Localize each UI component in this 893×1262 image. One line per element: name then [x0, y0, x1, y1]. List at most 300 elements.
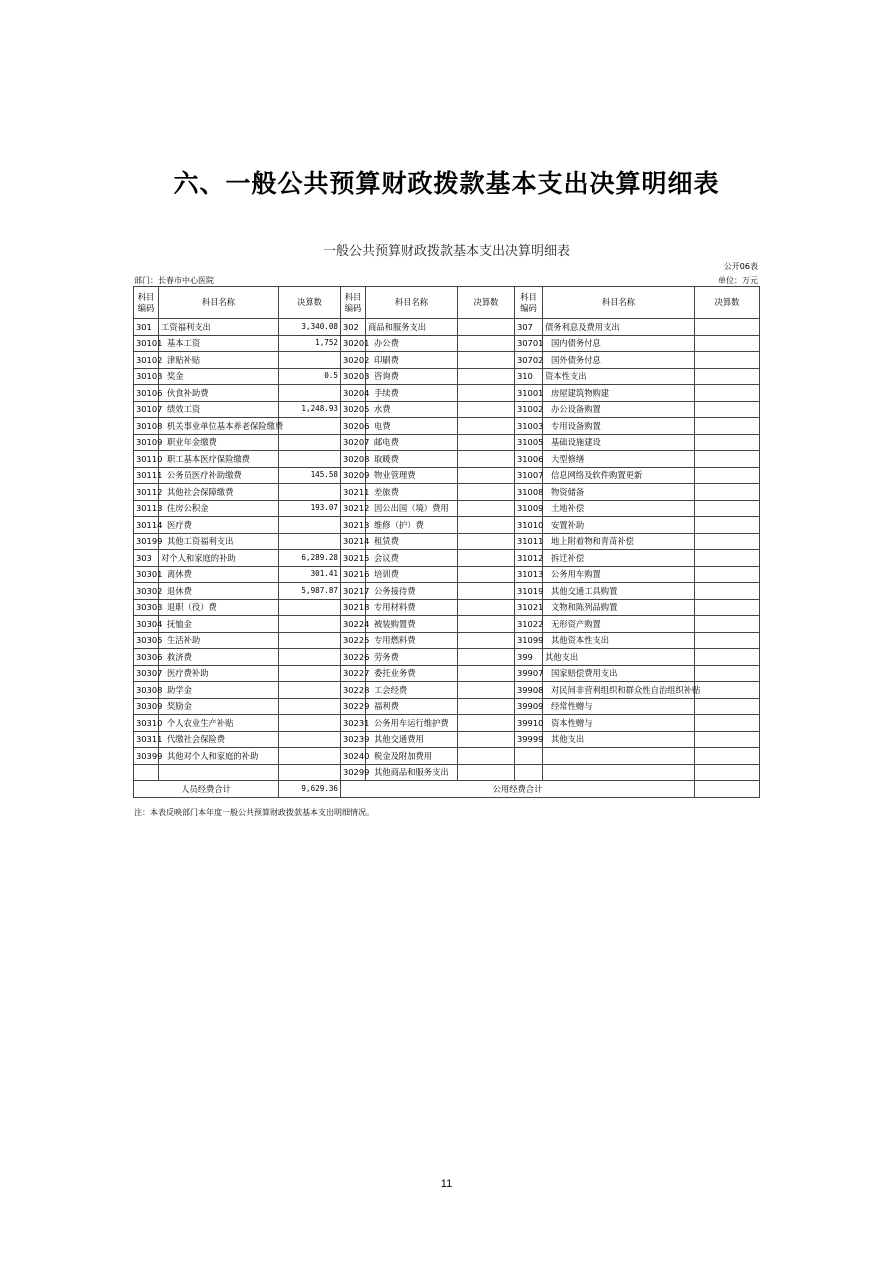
- subject-name-cell: 奖金: [159, 368, 279, 385]
- amount-cell: [695, 649, 760, 666]
- amount-cell: [695, 368, 760, 385]
- subject-code-cell: 30306: [134, 649, 159, 666]
- amount-cell: [279, 533, 341, 550]
- amount-cell: [279, 434, 341, 451]
- subject-name-cell: 拆迁补偿: [543, 550, 695, 567]
- amount-cell: [458, 616, 515, 633]
- table-row: [134, 682, 760, 699]
- subject-name-cell: 劳务费: [366, 649, 458, 666]
- amount-cell: 3,340.08: [279, 319, 341, 336]
- unit-label: 单位：万元: [718, 276, 758, 285]
- subject-name-cell: 救济费: [159, 649, 279, 666]
- department-label: 部门：长春市中心医院: [134, 276, 214, 285]
- table-row: [134, 401, 760, 418]
- subject-name-cell: 福利费: [366, 698, 458, 715]
- subject-code-cell: 399: [515, 649, 543, 666]
- subject-code-cell: 30106: [134, 385, 159, 402]
- subject-name-cell: 土地补偿: [543, 500, 695, 517]
- subject-code-cell: 30203: [341, 368, 366, 385]
- table-title: 一般公共预算财政拨款基本支出决算明细表: [322, 244, 570, 259]
- amount-cell: [695, 731, 760, 748]
- amount-cell: [695, 335, 760, 352]
- subject-code-cell: 30299: [341, 764, 366, 781]
- subject-code-cell: 31007: [515, 467, 543, 484]
- subject-name-cell: 职业年金缴费: [159, 434, 279, 451]
- subject-name-cell: 地上附着物和青苗补偿: [543, 533, 695, 550]
- subject-code-cell: 31006: [515, 451, 543, 468]
- amount-cell: [695, 352, 760, 369]
- amount-cell: [458, 451, 515, 468]
- subject-name-cell: 租赁费: [366, 533, 458, 550]
- subject-name-cell: 安置补助: [543, 517, 695, 534]
- amount-cell: [458, 550, 515, 567]
- amount-cell: [458, 467, 515, 484]
- page-number: 11: [440, 1178, 453, 1190]
- header-name: 科目名称: [366, 287, 458, 319]
- table-row: [134, 533, 760, 550]
- subject-name-cell: 办公费: [366, 335, 458, 352]
- table-row: [134, 764, 760, 781]
- subject-name-cell: 职工基本医疗保险缴费: [159, 451, 279, 468]
- subject-code-cell: 303: [134, 550, 159, 567]
- table-row: [134, 467, 760, 484]
- amount-cell: [279, 748, 341, 765]
- table-row: [134, 451, 760, 468]
- subject-code-cell: 31013: [515, 566, 543, 583]
- subject-name-cell: 其他交通工具购置: [543, 583, 695, 600]
- amount-cell: [695, 715, 760, 732]
- amount-cell: [458, 385, 515, 402]
- subject-name-cell: 委托业务费: [366, 665, 458, 682]
- subject-name-cell: 助学金: [159, 682, 279, 699]
- subject-code-cell: 30213: [341, 517, 366, 534]
- subject-code-cell: 31001: [515, 385, 543, 402]
- subject-code-cell: 30204: [341, 385, 366, 402]
- table-row: [134, 731, 760, 748]
- subject-name-cell: 大型修缮: [543, 451, 695, 468]
- amount-cell: 145.58: [279, 467, 341, 484]
- subject-name-cell: 其他交通费用: [366, 731, 458, 748]
- subject-code-cell: 39907: [515, 665, 543, 682]
- subject-code-cell: 30217: [341, 583, 366, 600]
- subject-name-cell: 其他支出: [543, 649, 695, 666]
- subject-code-cell: [515, 764, 543, 781]
- amount-cell: [279, 352, 341, 369]
- subject-name-cell: 经常性赠与: [543, 698, 695, 715]
- subject-name-cell: 国内债务付息: [543, 335, 695, 352]
- subject-code-cell: 307: [515, 319, 543, 336]
- subject-code-cell: 30399: [134, 748, 159, 765]
- subject-code-cell: 30199: [134, 533, 159, 550]
- amount-cell: [458, 418, 515, 435]
- subject-name-cell: 资本性支出: [543, 368, 695, 385]
- header-name: 科目名称: [159, 287, 279, 319]
- amount-cell: [458, 632, 515, 649]
- amount-cell: [695, 748, 760, 765]
- subject-name-cell: 专用材料费: [366, 599, 458, 616]
- subject-name-cell: 公务员医疗补助缴费: [159, 467, 279, 484]
- subject-name-cell: 物业管理费: [366, 467, 458, 484]
- subject-code-cell: 31021: [515, 599, 543, 616]
- amount-cell: [695, 484, 760, 501]
- amount-cell: [458, 583, 515, 600]
- subject-code-cell: 30205: [341, 401, 366, 418]
- amount-cell: 193.07: [279, 500, 341, 517]
- subject-code-cell: 30209: [341, 467, 366, 484]
- subject-name-cell: 津贴补贴: [159, 352, 279, 369]
- amount-cell: [279, 682, 341, 699]
- subject-code-cell: 30309: [134, 698, 159, 715]
- amount-cell: [458, 764, 515, 781]
- subject-name-cell: 国家赔偿费用支出: [543, 665, 695, 682]
- subject-name-cell: 工会经费: [366, 682, 458, 699]
- table-row: [134, 748, 760, 765]
- header-amount: 决算数: [695, 287, 760, 319]
- subject-code-cell: 30302: [134, 583, 159, 600]
- subject-code-cell: 30305: [134, 632, 159, 649]
- subject-name-cell: 对个人和家庭的补助: [159, 550, 279, 567]
- subject-name-cell: 伙食补助费: [159, 385, 279, 402]
- subject-code-cell: 30239: [341, 731, 366, 748]
- amount-cell: [695, 632, 760, 649]
- subject-name-cell: 公务接待费: [366, 583, 458, 600]
- subject-name-cell: 其他工资福利支出: [159, 533, 279, 550]
- page-title: 六、一般公共预算财政拨款基本支出决算明细表: [173, 169, 720, 198]
- amount-cell: [458, 698, 515, 715]
- subject-code-cell: 30225: [341, 632, 366, 649]
- subject-code-cell: 30702: [515, 352, 543, 369]
- subject-code-cell: 30310: [134, 715, 159, 732]
- subject-code-cell: 30308: [134, 682, 159, 699]
- subject-name-cell: 其他对个人和家庭的补助: [159, 748, 279, 765]
- subject-code-cell: 30211: [341, 484, 366, 501]
- subject-name-cell: 无形资产购置: [543, 616, 695, 633]
- totals-row: [134, 781, 760, 798]
- amount-cell: [458, 401, 515, 418]
- subject-code-cell: 39999: [515, 731, 543, 748]
- table-row: [134, 715, 760, 732]
- subject-code-cell: 310: [515, 368, 543, 385]
- amount-cell: [458, 352, 515, 369]
- amount-cell: 1,752: [279, 335, 341, 352]
- subject-name-cell: 抚恤金: [159, 616, 279, 633]
- amount-cell: [279, 616, 341, 633]
- subject-code-cell: 31019: [515, 583, 543, 600]
- subject-code-cell: 30301: [134, 566, 159, 583]
- amount-cell: [695, 385, 760, 402]
- amount-cell: [279, 649, 341, 666]
- subject-name-cell: 手续费: [366, 385, 458, 402]
- subject-name-cell: 商品和服务支出: [366, 319, 458, 336]
- subject-code-cell: 30226: [341, 649, 366, 666]
- subject-name-cell: 专用设备购置: [543, 418, 695, 435]
- subject-name-cell: 会议费: [366, 550, 458, 567]
- amount-cell: [458, 319, 515, 336]
- amount-cell: [695, 698, 760, 715]
- amount-cell: [279, 698, 341, 715]
- subject-code-cell: 30107: [134, 401, 159, 418]
- subject-code-cell: 30228: [341, 682, 366, 699]
- subject-code-cell: 31012: [515, 550, 543, 567]
- amount-cell: [695, 418, 760, 435]
- table-row: [134, 385, 760, 402]
- subject-name-cell: 代缴社会保险费: [159, 731, 279, 748]
- subject-name-cell: 其他支出: [543, 731, 695, 748]
- subject-name-cell: 其他社会保障缴费: [159, 484, 279, 501]
- form-code: 公开06表: [723, 262, 758, 271]
- subject-name-cell: 医疗费: [159, 517, 279, 534]
- subject-name-cell: 基础设施建设: [543, 434, 695, 451]
- amount-cell: [458, 715, 515, 732]
- personnel-total-label: 人员经费合计: [134, 781, 279, 798]
- header-amount: 决算数: [458, 287, 515, 319]
- subject-code-cell: 31008: [515, 484, 543, 501]
- amount-cell: [279, 484, 341, 501]
- subject-code-cell: 30212: [341, 500, 366, 517]
- subject-name-cell: 印刷费: [366, 352, 458, 369]
- amount-cell: [695, 764, 760, 781]
- subject-code-cell: 30240: [341, 748, 366, 765]
- amount-cell: [279, 715, 341, 732]
- amount-cell: [279, 418, 341, 435]
- subject-code-cell: 30206: [341, 418, 366, 435]
- subject-code-cell: 30215: [341, 550, 366, 567]
- subject-code-cell: 30304: [134, 616, 159, 633]
- amount-cell: [695, 500, 760, 517]
- subject-code-cell: 302: [341, 319, 366, 336]
- subject-name-cell: 退职（役）费: [159, 599, 279, 616]
- table-row: [134, 599, 760, 616]
- amount-cell: 6,289.28: [279, 550, 341, 567]
- table-row: [134, 368, 760, 385]
- subject-code-cell: 30701: [515, 335, 543, 352]
- subject-code-cell: 39910: [515, 715, 543, 732]
- subject-code-cell: 30216: [341, 566, 366, 583]
- table-row: [134, 550, 760, 567]
- amount-cell: [458, 368, 515, 385]
- subject-name-cell: [543, 748, 695, 765]
- subject-name-cell: 其他商品和服务支出: [366, 764, 458, 781]
- table-row: [134, 418, 760, 435]
- subject-name-cell: 取暖费: [366, 451, 458, 468]
- personnel-total-amount: 9,629.36: [279, 781, 341, 798]
- subject-name-cell: 公务用车运行维护费: [366, 715, 458, 732]
- public-total-amount: [695, 781, 760, 798]
- subject-code-cell: 30311: [134, 731, 159, 748]
- amount-cell: [695, 616, 760, 633]
- subject-code-cell: 30208: [341, 451, 366, 468]
- amount-cell: [279, 385, 341, 402]
- amount-cell: [458, 500, 515, 517]
- amount-cell: [458, 731, 515, 748]
- subject-code-cell: 30229: [341, 698, 366, 715]
- subject-code-cell: 30114: [134, 517, 159, 534]
- amount-cell: [458, 484, 515, 501]
- subject-name-cell: 债务利息及费用支出: [543, 319, 695, 336]
- table-row: [134, 649, 760, 666]
- amount-cell: [458, 533, 515, 550]
- subject-name-cell: 邮电费: [366, 434, 458, 451]
- table-row: [134, 319, 760, 336]
- amount-cell: [695, 682, 760, 699]
- amount-cell: [695, 319, 760, 336]
- amount-cell: 5,987.87: [279, 583, 341, 600]
- header-name: 科目名称: [543, 287, 695, 319]
- subject-name-cell: [543, 764, 695, 781]
- amount-cell: [695, 467, 760, 484]
- amount-cell: [458, 566, 515, 583]
- amount-cell: [458, 682, 515, 699]
- subject-name-cell: 咨询费: [366, 368, 458, 385]
- header-code: 科目编码: [134, 287, 159, 319]
- amount-cell: [279, 731, 341, 748]
- amount-cell: [695, 665, 760, 682]
- amount-cell: [695, 517, 760, 534]
- amount-cell: 1,248.93: [279, 401, 341, 418]
- header-code: 科目编码: [341, 287, 366, 319]
- amount-cell: [695, 566, 760, 583]
- subject-code-cell: 30307: [134, 665, 159, 682]
- subject-code-cell: 30113: [134, 500, 159, 517]
- table-header-row: [134, 287, 760, 319]
- subject-name-cell: 被装购置费: [366, 616, 458, 633]
- table-row: [134, 335, 760, 352]
- subject-code-cell: 30111: [134, 467, 159, 484]
- subject-code-cell: 30227: [341, 665, 366, 682]
- amount-cell: [695, 583, 760, 600]
- table-row: [134, 616, 760, 633]
- table-row: [134, 665, 760, 682]
- amount-cell: [458, 599, 515, 616]
- subject-code-cell: 30103: [134, 368, 159, 385]
- subject-name-cell: 生活补助: [159, 632, 279, 649]
- subject-name-cell: 对民间非营利组织和群众性自治组织补贴: [543, 682, 695, 699]
- subject-name-cell: 物资储备: [543, 484, 695, 501]
- amount-cell: [695, 434, 760, 451]
- subject-code-cell: 30303: [134, 599, 159, 616]
- subject-name-cell: 医疗费补助: [159, 665, 279, 682]
- amount-cell: [279, 599, 341, 616]
- table-row: [134, 698, 760, 715]
- table-row: [134, 566, 760, 583]
- subject-name-cell: 培训费: [366, 566, 458, 583]
- public-total-label: 公用经费合计: [341, 781, 695, 798]
- subject-code-cell: 31009: [515, 500, 543, 517]
- expenditure-detail-table: [133, 286, 760, 798]
- subject-code-cell: 30112: [134, 484, 159, 501]
- subject-code-cell: 30201: [341, 335, 366, 352]
- amount-cell: [279, 665, 341, 682]
- subject-name-cell: 个人农业生产补贴: [159, 715, 279, 732]
- header-code: 科目编码: [515, 287, 543, 319]
- subject-name-cell: 绩效工资: [159, 401, 279, 418]
- subject-name-cell: 专用燃料费: [366, 632, 458, 649]
- subject-name-cell: 差旅费: [366, 484, 458, 501]
- subject-name-cell: 房屋建筑物购建: [543, 385, 695, 402]
- subject-code-cell: 30108: [134, 418, 159, 435]
- subject-code-cell: 31022: [515, 616, 543, 633]
- subject-code-cell: 31010: [515, 517, 543, 534]
- amount-cell: 0.5: [279, 368, 341, 385]
- subject-name-cell: 税金及附加费用: [366, 748, 458, 765]
- subject-name-cell: 因公出国（境）费用: [366, 500, 458, 517]
- subject-code-cell: 30202: [341, 352, 366, 369]
- table-row: [134, 632, 760, 649]
- amount-cell: [458, 665, 515, 682]
- subject-name-cell: 退休费: [159, 583, 279, 600]
- footnote: 注：本表反映部门本年度一般公共预算财政拨款基本支出明细情况。: [134, 808, 374, 817]
- amount-cell: [279, 764, 341, 781]
- subject-code-cell: 30207: [341, 434, 366, 451]
- subject-code-cell: 31005: [515, 434, 543, 451]
- table-body: [134, 319, 760, 781]
- subject-code-cell: 39909: [515, 698, 543, 715]
- subject-name-cell: 国外债务付息: [543, 352, 695, 369]
- amount-cell: [458, 748, 515, 765]
- table-row: [134, 500, 760, 517]
- table-row: [134, 434, 760, 451]
- subject-name-cell: 电费: [366, 418, 458, 435]
- subject-name-cell: 信息网络及软件购置更新: [543, 467, 695, 484]
- subject-code-cell: [515, 748, 543, 765]
- subject-code-cell: 31002: [515, 401, 543, 418]
- subject-code-cell: 30109: [134, 434, 159, 451]
- amount-cell: [695, 401, 760, 418]
- subject-code-cell: 31003: [515, 418, 543, 435]
- subject-code-cell: 30110: [134, 451, 159, 468]
- subject-name-cell: 机关事业单位基本养老保险缴费: [159, 418, 279, 435]
- subject-code-cell: 30102: [134, 352, 159, 369]
- amount-cell: [695, 533, 760, 550]
- table-row: [134, 517, 760, 534]
- subject-name-cell: 资本性赠与: [543, 715, 695, 732]
- subject-code-cell: 30218: [341, 599, 366, 616]
- amount-cell: [279, 451, 341, 468]
- subject-name-cell: 其他资本性支出: [543, 632, 695, 649]
- amount-cell: [695, 599, 760, 616]
- amount-cell: [695, 451, 760, 468]
- subject-code-cell: 30101: [134, 335, 159, 352]
- subject-name-cell: 水费: [366, 401, 458, 418]
- amount-cell: [458, 517, 515, 534]
- subject-code-cell: 30214: [341, 533, 366, 550]
- table-row: [134, 352, 760, 369]
- subject-code-cell: 30231: [341, 715, 366, 732]
- subject-code-cell: [134, 764, 159, 781]
- subject-code-cell: 39908: [515, 682, 543, 699]
- subject-name-cell: 住房公积金: [159, 500, 279, 517]
- amount-cell: [695, 550, 760, 567]
- amount-cell: [458, 649, 515, 666]
- subject-code-cell: 31099: [515, 632, 543, 649]
- subject-name-cell: [159, 764, 279, 781]
- amount-cell: 301.41: [279, 566, 341, 583]
- subject-name-cell: 维修（护）费: [366, 517, 458, 534]
- subject-name-cell: 奖励金: [159, 698, 279, 715]
- subject-name-cell: 办公设备购置: [543, 401, 695, 418]
- table-row: [134, 484, 760, 501]
- subject-name-cell: 公务用车购置: [543, 566, 695, 583]
- subject-name-cell: 离休费: [159, 566, 279, 583]
- subject-code-cell: 301: [134, 319, 159, 336]
- subject-name-cell: 工资福利支出: [159, 319, 279, 336]
- amount-cell: [458, 434, 515, 451]
- amount-cell: [458, 335, 515, 352]
- subject-name-cell: 文物和陈列品购置: [543, 599, 695, 616]
- subject-name-cell: 基本工资: [159, 335, 279, 352]
- header-amount: 决算数: [279, 287, 341, 319]
- subject-code-cell: 31011: [515, 533, 543, 550]
